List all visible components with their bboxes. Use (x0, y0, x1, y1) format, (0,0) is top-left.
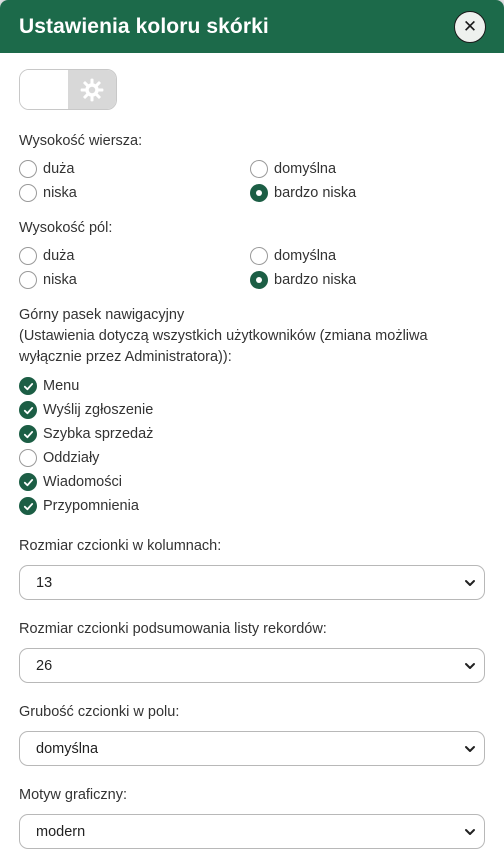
row-height-option-very-low[interactable] (250, 183, 481, 203)
select-value: domyślna (36, 740, 99, 757)
nav-bar-note: (Ustawienia dotyczą wszystkich użytkowników (zmiana możliwa wyłącznie przez Administratora)): (19, 328, 428, 365)
nav-item-label: Menu (43, 378, 80, 394)
field-height-option-very-low[interactable] (250, 270, 481, 290)
theme-select[interactable] (19, 814, 485, 849)
font-size-summary-select[interactable] (19, 648, 485, 683)
field-height-label: Wysokość pól: (19, 220, 113, 236)
font-weight-label: Grubość czcionki w polu: (19, 704, 180, 720)
select-value: 26 (36, 657, 53, 674)
checkbox-checked[interactable] (19, 473, 37, 491)
option-label: domyślna (274, 248, 337, 264)
nav-item-label: Oddziały (43, 450, 100, 466)
nav-bar-title: Górny pasek nawigacyjny (19, 307, 185, 323)
close-button[interactable] (454, 11, 486, 43)
nav-item-label: Przypomnienia (43, 498, 139, 514)
checkbox-checked[interactable] (19, 497, 37, 515)
select-value: 13 (36, 574, 53, 591)
field-height-option-default[interactable] (250, 246, 481, 266)
checkmark-icon (23, 429, 34, 440)
settings-toggle[interactable] (19, 69, 117, 110)
row-height-options (19, 159, 485, 203)
option-label: niska (43, 272, 77, 288)
nav-item-send-request[interactable] (19, 400, 485, 420)
nav-item-branches[interactable] (19, 448, 485, 468)
radio-button[interactable] (19, 271, 37, 289)
checkmark-icon (23, 405, 34, 416)
nav-item-label: Szybka sprzedaż (43, 426, 154, 442)
nav-item-quick-sale[interactable] (19, 424, 485, 444)
nav-item-reminders[interactable] (19, 496, 485, 516)
modal-header (0, 0, 504, 53)
toggle-off-side[interactable] (20, 70, 68, 109)
font-size-columns-select[interactable] (19, 565, 485, 600)
checkbox-checked[interactable] (19, 377, 37, 395)
field-height-options (19, 246, 485, 290)
close-icon: ✕ (462, 17, 478, 36)
row-height-option-low[interactable] (19, 183, 250, 203)
nav-item-label: Wyślij zgłoszenie (43, 402, 154, 418)
field-height-option-low[interactable] (19, 270, 250, 290)
modal-body (0, 53, 504, 849)
font-weight-select[interactable] (19, 731, 485, 766)
theme-label: Motyw graficzny: (19, 787, 127, 803)
field-height-option-large[interactable] (19, 246, 250, 266)
checkmark-icon (23, 501, 34, 512)
radio-button[interactable] (19, 184, 37, 202)
checkbox-checked[interactable] (19, 425, 37, 443)
checkmark-icon (23, 477, 34, 488)
checkbox-checked[interactable] (19, 401, 37, 419)
option-label: niska (43, 185, 77, 201)
option-label: duża (43, 161, 75, 177)
option-label: duża (43, 248, 75, 264)
chevron-down-icon (464, 660, 476, 672)
nav-item-messages[interactable] (19, 472, 485, 492)
nav-item-label: Wiadomości (43, 474, 122, 490)
font-size-columns-label: Rozmiar czcionki w kolumnach: (19, 538, 222, 554)
modal-title: Ustawienia koloru skórki (19, 14, 269, 38)
gear-icon (79, 77, 105, 103)
option-label: domyślna (274, 161, 337, 177)
select-value: modern (36, 823, 86, 840)
toggle-on-side[interactable] (68, 70, 116, 109)
radio-button-selected[interactable] (250, 271, 268, 289)
row-height-option-large[interactable] (19, 159, 250, 179)
radio-button-selected[interactable] (250, 184, 268, 202)
chevron-down-icon (464, 826, 476, 838)
option-label: bardzo niska (274, 185, 357, 201)
checkmark-icon (23, 381, 34, 392)
radio-button[interactable] (19, 247, 37, 265)
radio-button[interactable] (250, 247, 268, 265)
radio-button[interactable] (250, 160, 268, 178)
nav-bar-items (19, 376, 485, 516)
row-height-option-default[interactable] (250, 159, 481, 179)
option-label: bardzo niska (274, 272, 357, 288)
font-size-summary-label: Rozmiar czcionki podsumowania listy rekordów: (19, 621, 327, 637)
nav-item-menu[interactable] (19, 376, 485, 396)
row-height-label: Wysokość wiersza: (19, 133, 143, 149)
checkbox-unchecked[interactable] (19, 449, 37, 467)
chevron-down-icon (464, 743, 476, 755)
chevron-down-icon (464, 577, 476, 589)
nav-bar-description (19, 305, 485, 368)
radio-button[interactable] (19, 160, 37, 178)
